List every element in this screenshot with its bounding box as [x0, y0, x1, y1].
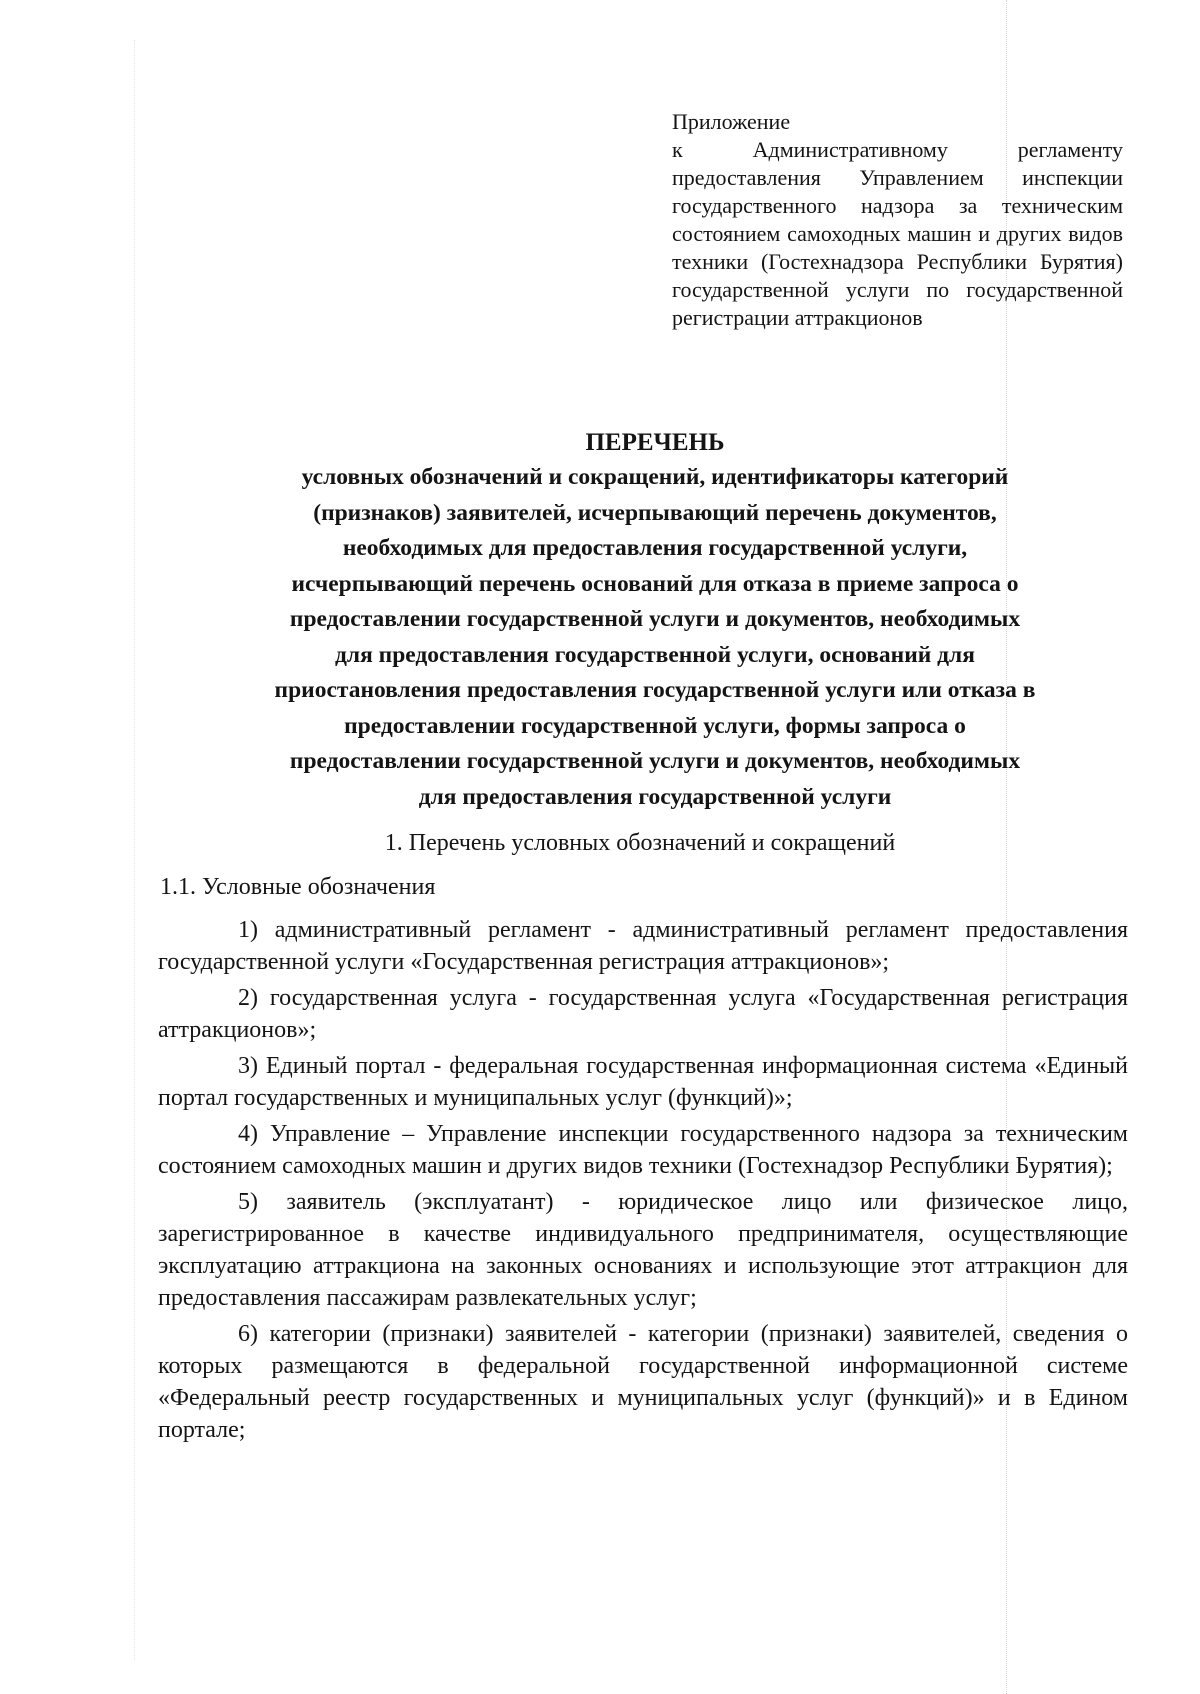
heading-line: для предоставления государственной услуги, оснований для [335, 641, 975, 668]
heading-line: необходимых для предоставления государственной услуги, [342, 535, 968, 561]
heading-line: предоставлении государственной услуги, формы запроса о [344, 712, 966, 739]
heading-title: ПЕРЕЧЕНЬ [585, 429, 725, 456]
heading-line: условных обозначений и сокращений, идентификаторы категорий [301, 464, 1009, 490]
definitions-list [158, 914, 1128, 1450]
heading-line: исчерпывающий перечень оснований для отказа в приеме запроса о [291, 570, 1019, 597]
heading-line: (признаков) заявителей, исчерпывающий перечень документов, [313, 499, 997, 526]
list-item: 5) заявитель (эксплуатант) - юридическое лицо или физическое лицо, зарегистрированное в качестве индивидуального предпринимателя, осуществляющие эксплуатацию аттракциона на законных основаниях и использующие этот аттракцион для предоставления пассажирам развлекательных услуг; [158, 1189, 1128, 1311]
appendix-note [672, 108, 1123, 332]
heading-line: предоставлении государственной услуги и документов, необходимых [289, 748, 1021, 774]
heading-line: предоставлении государственной услуги и документов, необходимых [289, 606, 1021, 632]
heading-subtitle [190, 460, 1120, 815]
list-item: 4) Управление – Управление инспекции государственного надзора за техническим состоянием самоходных машин и других видов техники (Гостехнадзор Республики Бурятия); [158, 1121, 1128, 1179]
document-heading [190, 428, 1120, 815]
list-item: 1) административный регламент - административный регламент предоставления государственной услуги «Государственная регистрация аттракционов»; [158, 917, 1128, 975]
scan-artifact-left [134, 40, 135, 1660]
list-item: 6) категории (признаки) заявителей - категории (признаки) заявителей, сведения о которых размещаются в федеральной государственной информационной системе «Федеральный реестр государственных и муниципальных услуг (функций)» и в Едином портале; [158, 1321, 1128, 1443]
appendix-text: к Административному регламенту предоставления Управлением инспекции государственного надзора за техническим состоянием самоходных машин и других видов техники (Гостехнадзора Республики Бурятия) государственной услуги по государственной регистрации аттракционов [672, 137, 1123, 330]
appendix-title: Приложение [672, 109, 791, 134]
heading-line: для предоставления государственной услуги [418, 783, 892, 810]
subsection-title: 1.1. Условные обозначения [160, 874, 436, 900]
list-item: 2) государственная услуга - государственная услуга «Государственная регистрация аттракционов»; [158, 985, 1128, 1043]
list-item: 3) Единый портал - федеральная государственная информационная система «Единый портал государственных и муниципальных услуг (функций)»; [158, 1053, 1128, 1111]
section-title: 1. Перечень условных обозначений и сокращений [384, 830, 896, 856]
heading-line: приостановления предоставления государственной услуги или отказа в [274, 677, 1036, 703]
